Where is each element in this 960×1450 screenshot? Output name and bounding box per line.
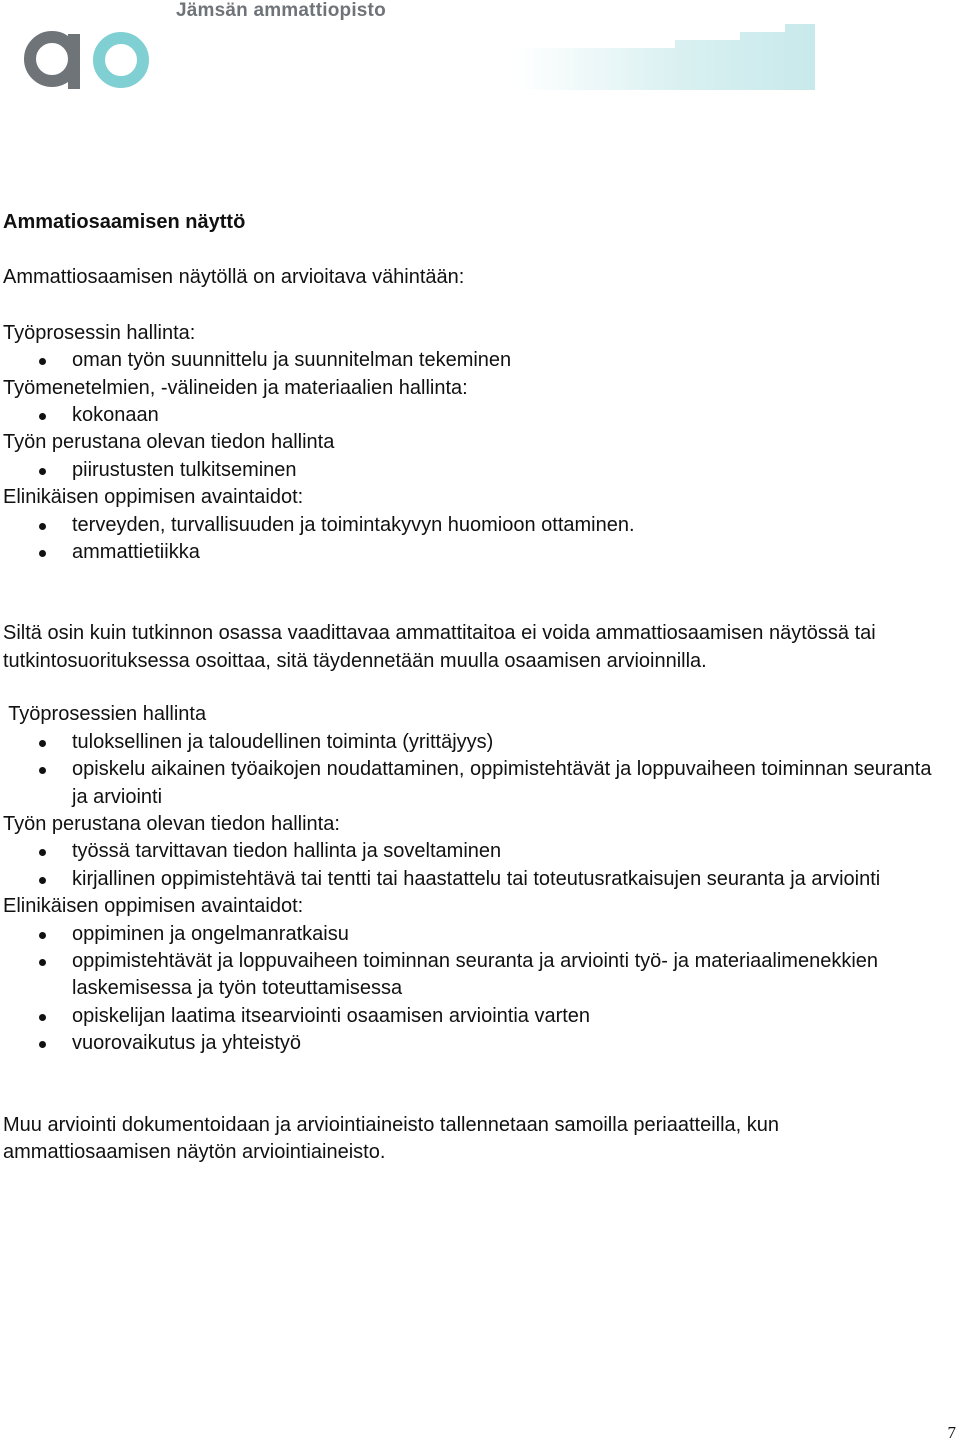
group-heading: Työn perustana olevan tiedon hallinta: [3,812,340,835]
supplement-paragraph: Siltä osin kuin tutkinnon osassa vaadittavaa ammattitaitoa ei voida ammattiosaamisen näytössä tai tutkintosuorituksessa osoittaa, sitä täydennetään muulla osaamisen arvioinnilla. [3,622,876,672]
group-heading: Elinikäisen oppimisen avaintaidot: [3,895,304,918]
bullet-icon [39,358,46,365]
list-item: piirustusten tulkitseminen [3,457,932,484]
logo-a-glyph [30,34,80,89]
page-header [0,0,960,100]
organization-name: Jämsän ammattiopisto [176,0,386,21]
bullet-icon [39,849,46,856]
group-heading: Työprosessin hallinta: [3,321,196,344]
list-item: oppimistehtävät ja loppuvaiheen toiminnan seuranta ja arviointi työ- ja materiaalimenekkien laskemisessa ja työn toteuttamisessa [3,948,932,1003]
page-number: 7 [947,1423,956,1442]
bullet-icon [39,1041,46,1048]
section-2 [3,701,953,1057]
bullet-icon [39,767,46,774]
ao-logo-icon [22,14,162,94]
bullet-icon [39,740,46,747]
group-heading: Työmenetelmien, -välineiden ja materiaalien hallinta: [3,376,468,399]
list-item: ammattietiikka [3,539,932,566]
list-item: oppiminen ja ongelmanratkaisu [3,921,932,948]
section-1 [3,320,953,567]
bullet-icon [39,932,46,939]
page-title: Ammatiosaamisen näyttö [3,211,246,233]
bullet-icon [39,959,46,966]
list-item: kokonaan [3,402,932,429]
document-body [3,209,953,1166]
header-stairs-graphic [515,22,815,90]
bullet-icon [39,468,46,475]
bullet-icon [39,1014,46,1021]
list-item: tuloksellinen ja taloudellinen toiminta (yrittäjyys) [3,729,932,756]
list-item: vuorovaikutus ja yhteistyö [3,1030,932,1057]
list-item: terveyden, turvallisuuden ja toimintakyvyn huomioon ottaminen. [3,512,932,539]
list-item: opiskelu aikainen työaikojen noudattaminen, oppimistehtävät ja loppuvaiheen toiminnan seuranta ja arviointi [3,756,932,811]
group-heading: Työn perustana olevan tiedon hallinta [3,431,335,454]
closing-paragraph: Muu arviointi dokumentoidaan ja arviointiaineisto tallennetaan samoilla periaatteilla, kun ammattiosaamisen näytön arviointiaineisto. [3,1113,780,1163]
bullet-icon [39,877,46,884]
group-heading: Työprosessien hallinta [3,703,207,726]
logo-o-glyph [99,38,143,82]
list-item: työssä tarvittavan tiedon hallinta ja soveltaminen [3,838,932,865]
group-heading: Elinikäisen oppimisen avaintaidot: [3,486,304,509]
list-item: oman työn suunnittelu ja suunnitelman tekeminen [3,347,932,374]
bullet-icon [39,413,46,420]
bullet-icon [39,550,46,557]
list-item: kirjallinen oppimistehtävä tai tentti tai haastattelu tai toteutusratkaisujen seuranta ja arviointi [3,866,932,893]
bullet-icon [39,523,46,530]
intro-text: Ammattiosaamisen näytöllä on arvioitava vähintään: [3,266,465,289]
list-item: opiskelijan laatima itsearviointi osaamisen arviointia varten [3,1003,932,1030]
